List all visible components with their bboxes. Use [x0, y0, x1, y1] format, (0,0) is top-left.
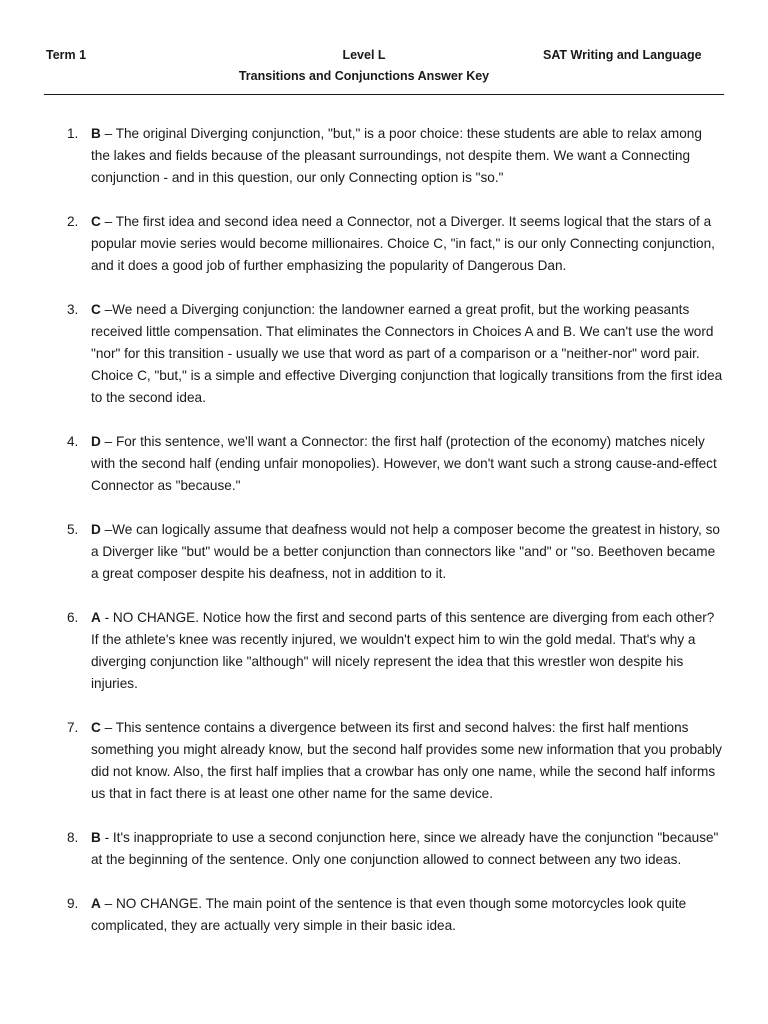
answer-explanation: –We can logically assume that deafness would not help a composer become the greatest in history, so a Diverger like "but" would be a better conjunction than connectors like "and" or "so. Beethoven became a great composer despite his deafness, not in addition to it. — [91, 522, 720, 581]
answer-item-1 — [0, 123, 768, 189]
answer-explanation: – The original Diverging conjunction, "but," is a poor choice: these students are able to relax among the lakes and fields because of the pleasant surroundings, not despite them. We want a Connecting conjunction - and in this question, our only Connecting option is "so." — [91, 126, 702, 185]
answer-explanation: – This sentence contains a divergence between its first and second halves: the first half mentions something you might already know, but the second half provides some new information that you probably did not know. Also, the first half implies that a crowbar has only one name, while the second half informs us that in fact there is at least one other name for the same device. — [91, 720, 722, 801]
answer-number: 9. — [67, 896, 79, 911]
answer-item-7 — [0, 717, 768, 805]
answer-list — [0, 123, 768, 959]
answer-item-8 — [0, 827, 768, 871]
term-label: Term 1 — [46, 48, 87, 62]
answer-letter: C — [91, 720, 101, 735]
answer-explanation: – The first idea and second idea need a Connector, not a Diverger. It seems logical that the stars of a popular movie series would become millionaires. Choice C, "in fact," is our only Connecting conjunction, and it does a good job of further emphasizing the popularity of Dangerous Dan. — [91, 214, 715, 273]
document-title: Transitions and Conjunctions Answer Key — [238, 69, 490, 83]
answer-item-3 — [0, 299, 768, 409]
answer-letter: A — [91, 896, 101, 911]
answer-item-5 — [0, 519, 768, 585]
answer-explanation: - It's inappropriate to use a second conjunction here, since we already have the conjunction "because" at the beginning of the sentence. Only one conjunction allowed to connect between any two ideas. — [91, 830, 719, 867]
answer-item-6 — [0, 607, 768, 695]
document-header — [44, 46, 724, 95]
answer-number: 4. — [67, 434, 79, 449]
answer-number: 2. — [67, 214, 79, 229]
answer-letter: B — [91, 126, 101, 141]
answer-letter: C — [91, 302, 101, 317]
answer-number: 6. — [67, 610, 79, 625]
subject-label: SAT Writing and Language — [543, 48, 702, 62]
answer-letter: B — [91, 830, 101, 845]
answer-number: 3. — [67, 302, 79, 317]
answer-number: 7. — [67, 720, 79, 735]
answer-letter: D — [91, 522, 101, 537]
answer-number: 1. — [67, 126, 79, 141]
answer-explanation: –We need a Diverging conjunction: the landowner earned a great profit, but the working peasants received little compensation. That eliminates the Connectors in Choices A and B. We can't use the word "nor" for this transition - usually we use that word as part of a comparison or a "neither-nor" word pair. Choice C, "but," is a simple and effective Diverging conjunction that logically transitions from the first idea to the second idea. — [91, 302, 723, 405]
answer-letter: A — [91, 610, 101, 625]
answer-explanation: - NO CHANGE. Notice how the first and second parts of this sentence are diverging from each other? If the athlete's knee was recently injured, we wouldn't expect him to win the gold medal. That's why a diverging conjunction like "although" will nicely represent the idea that this wrestler won despite his injuries. — [91, 610, 715, 691]
answer-explanation: – For this sentence, we'll want a Connector: the first half (protection of the economy) matches nicely with the second half (ending unfair monopolies). However, we don't want such a strong cause-and-effect Connector as "because." — [91, 434, 717, 493]
answer-explanation: – NO CHANGE. The main point of the sentence is that even though some motorcycles look quite complicated, they are actually very simple in their basic idea. — [91, 896, 687, 933]
answer-letter: D — [91, 434, 101, 449]
answer-item-9 — [0, 893, 768, 937]
answer-letter: C — [91, 214, 101, 229]
answer-number: 8. — [67, 830, 79, 845]
answer-item-2 — [0, 211, 768, 277]
answer-number: 5. — [67, 522, 79, 537]
level-label: Level L — [342, 48, 386, 62]
answer-item-4 — [0, 431, 768, 497]
